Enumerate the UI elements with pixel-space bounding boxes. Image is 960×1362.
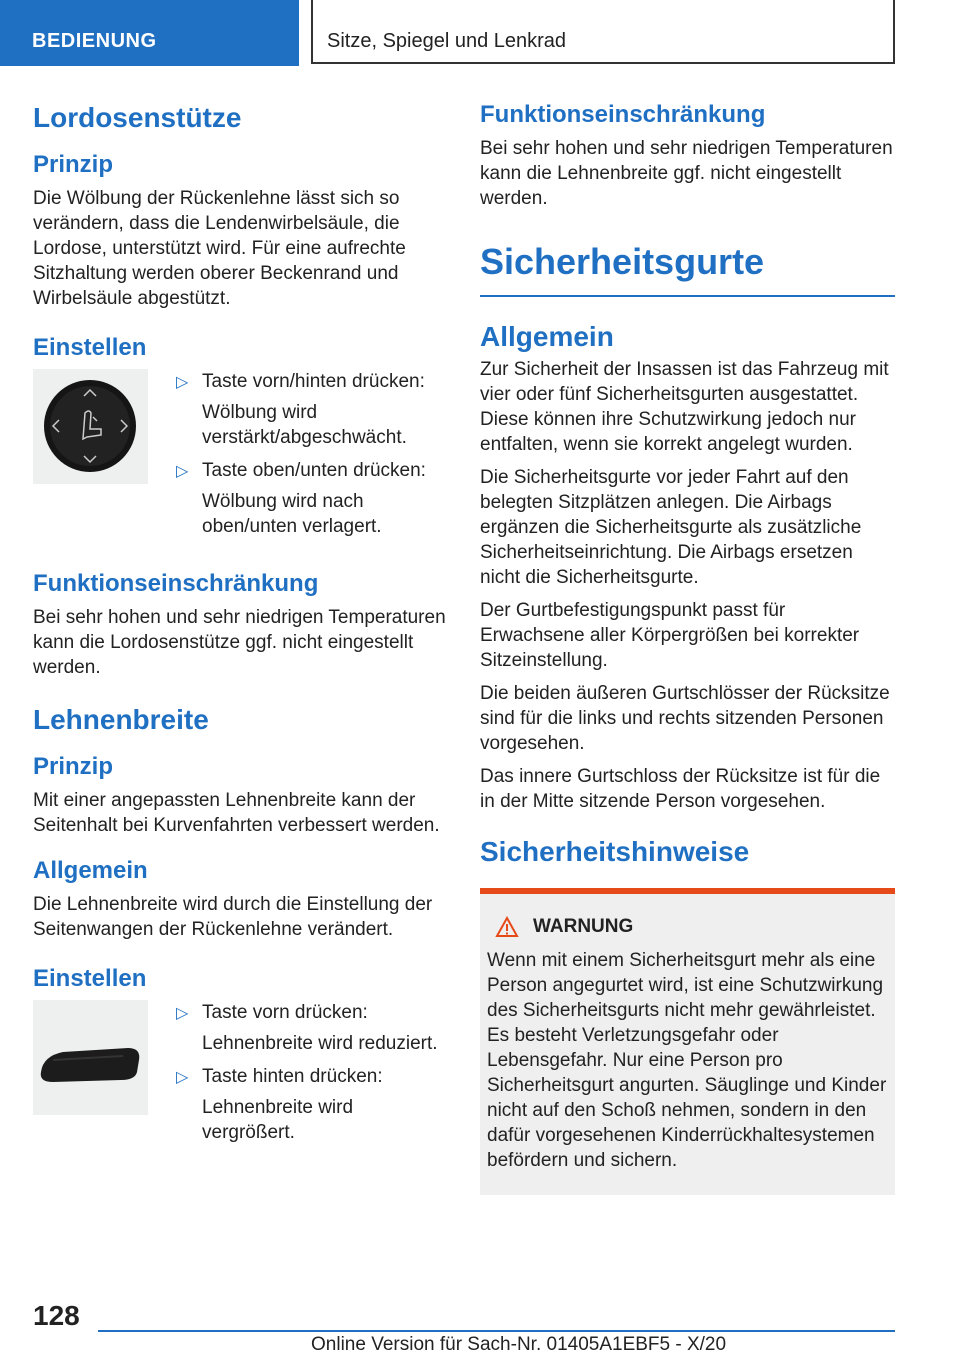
belts-paragraph: Der Gurtbefestigungspunkt passt für Erwachsene aller Körpergrößen bei korrekter Sitzeinstellung. xyxy=(480,600,860,671)
lordose-adjust-heading: Einstellen xyxy=(33,334,147,361)
warning-box xyxy=(480,888,895,1195)
lordose-limit-text: Bei sehr hohen und sehr niedrigen Temperaturen kann die Lordosenstütze ggf. nicht eingestellt werden. xyxy=(33,607,446,678)
warning-triangle-icon xyxy=(495,916,519,938)
belts-title: Sicherheitsgurte xyxy=(480,239,895,297)
belts-paragraph: Die Sicherheitsgurte vor jeder Fahrt auf den belegten Sitzplätzen anlegen. Die Airbags ergänzen die Sicherheitsgurte als zusätzliche Sicherheitseinrichtung. Die Airbags ersetzen nicht die Sicherheitsgurte. xyxy=(480,467,862,588)
left-column xyxy=(33,100,448,1153)
belts-paragraph: Die beiden äußeren Gurtschlösser der Rücksitze sind für die links und rechts sitzenden Personen vorgesehen. xyxy=(480,683,890,754)
list-item: ▷ Taste hinten drücken: xyxy=(164,1064,448,1089)
lehnenbreite-adjust-list xyxy=(164,1000,448,1153)
belts-paragraph: Zur Sicherheit der Insassen ist das Fahrzeug mit vier oder fünf Sicherheitsgurten ausgestattet. Diese können ihre Schutzwirkung jedoch nur entfalten, wenn sie korrekt angelegt wurden. xyxy=(480,359,889,455)
belts-general-heading: Allgemein xyxy=(480,321,614,352)
lumbar-control-image xyxy=(33,369,148,484)
triangle-bullet-icon: ▷ xyxy=(176,1069,189,1086)
list-item-detail: Wölbung wird verstärkt/abgeschwächt. xyxy=(202,402,407,448)
header-chapter: Sitze, Spiegel und Lenkrad xyxy=(311,0,895,64)
lehnenbreite-principle-heading: Prinzip xyxy=(33,753,114,780)
lordose-adjust xyxy=(33,369,448,547)
list-item: ▷ Taste vorn drücken: xyxy=(164,1000,448,1025)
list-item-detail: Lehnenbreite wird vergrößert. xyxy=(202,1097,354,1143)
footer-online-version: Online Version für Sach-Nr. 01405A1EBF5 - X/20 xyxy=(311,1334,727,1355)
list-item-detail: Lehnenbreite wird reduziert. xyxy=(202,1033,438,1054)
lordose-principle-text: Die Wölbung der Rückenlehne lässt sich so verändern, dass die Lendenwirbelsäule, die Lordose, unterstützt wird. Für eine aufrechte Sitzhaltung werden oberer Beckenrand und Wirbelsäule abgestützt. xyxy=(33,188,406,309)
triangle-bullet-icon: ▷ xyxy=(176,463,189,480)
lehnenbreite-title: Lehnenbreite xyxy=(33,704,209,735)
warning-text: Wenn mit einem Sicherheitsgurt mehr als eine Person angegurtet wird, ist eine Schutzwirkung des Sicherheitsgurts nicht mehr gewährleistet. Es besteht Verletzungsgefahr oder Lebensgefahr. Nur eine Person pro Sicherheitsgurt angurten. Säuglinge und Kinder nicht auf den Schoß nehmen, sondern in den dafür vorgesehenen Kinderrückhaltesystemen befördern und sichern. xyxy=(487,950,887,1171)
lehnenbreite-general-heading: Allgemein xyxy=(33,857,148,884)
triangle-bullet-icon: ▷ xyxy=(176,374,189,391)
footer-divider xyxy=(98,1330,895,1332)
hints-heading: Sicherheitshinweise xyxy=(480,836,750,867)
lehnenbreite-adjust xyxy=(33,1000,448,1153)
lehnenbreite-principle-text: Mit einer angepassten Lehnenbreite kann der Seitenhalt bei Kurvenfahrten verbessert werden. xyxy=(33,790,440,836)
lordose-title: Lordosenstütze xyxy=(33,102,242,133)
list-item: ▷ Taste vorn/hinten drücken: xyxy=(164,369,448,394)
lehnenbreite-general-text: Die Lehnenbreite wird durch die Einstellung der Seitenwangen der Rückenlehne verändert. xyxy=(33,894,433,940)
list-item-detail: Wölbung wird nach oben/unten verlagert. xyxy=(202,491,382,537)
lehnenbreite-adjust-heading: Einstellen xyxy=(33,965,147,992)
lehnenbreite-limit-text: Bei sehr hohen und sehr niedrigen Temperaturen kann die Lehnenbreite ggf. nicht eingestellt werden. xyxy=(480,138,893,209)
lordose-adjust-list xyxy=(164,369,448,547)
page-number: 128 xyxy=(33,1300,80,1331)
lordose-limit-heading: Funktionseinschränkung xyxy=(33,570,319,597)
right-column xyxy=(480,100,895,1195)
belts-paragraph: Das innere Gurtschloss der Rücksitze ist für die in der Mitte sitzende Person vorgesehen. xyxy=(480,766,881,812)
warning-title: WARNUNG xyxy=(487,916,887,938)
list-item: ▷ Taste oben/unten drücken: xyxy=(164,458,448,483)
width-control-image xyxy=(33,1000,148,1115)
header-section: BEDIENUNG xyxy=(0,0,299,66)
lordose-principle-heading: Prinzip xyxy=(33,151,114,178)
triangle-bullet-icon: ▷ xyxy=(176,1005,189,1022)
lehnenbreite-limit-heading: Funktionseinschränkung xyxy=(480,101,766,128)
